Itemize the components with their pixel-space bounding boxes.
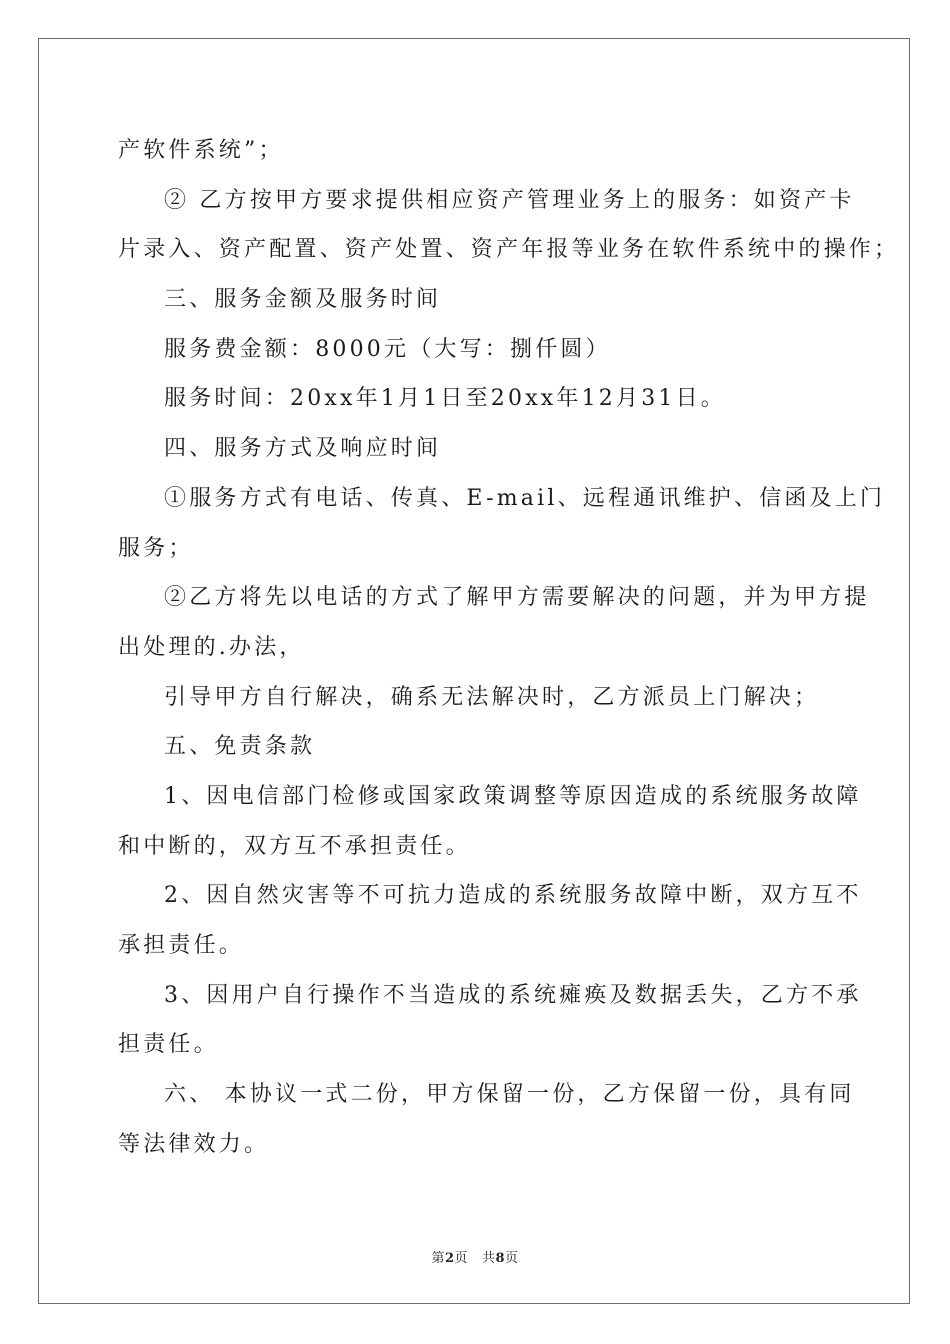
section-heading: 五、免责条款 [164,734,316,760]
text-line: 1、因电信部门检修或国家政策调整等原因造成的系统服务故障 [164,783,862,809]
footer-total-prefix: 共 [481,1251,496,1266]
text-line: 和中断的，双方互不承担责任。 [118,833,471,859]
text-line: 片录入、资产配置、资产处置、资产年报等业务在软件系统中的操作； [118,237,900,263]
text-line: 服务； [118,535,194,561]
text-line: 六、 本协议一式二份，甲方保留一份，乙方保留一份，具有同 [164,1082,855,1108]
text-line: 3、因用户自行操作不当造成的系统瘫痪及数据丢失，乙方不承 [164,982,862,1008]
text-line: 服务时间：20xx年1月1日至20xx年12月31日。 [164,386,727,412]
page-footer [0,1247,950,1266]
section-heading: 三、服务金额及服务时间 [164,287,442,313]
footer-prefix: 第 [431,1251,445,1266]
text-line: ②乙方将先以电话的方式了解甲方需要解决的问题，并为甲方提 [164,585,870,611]
current-page-number: 2 [444,1251,455,1266]
text-line: 引导甲方自行解决，确系无法解决时，乙方派员上门解决； [164,684,820,710]
document-body [118,126,900,1169]
total-pages-number: 8 [495,1251,506,1266]
text-line: 承担责任。 [118,933,245,958]
text-line: 2、因自然灾害等不可抗力造成的系统服务故障中断，双方互不 [164,883,862,909]
footer-page-suffix: 页 [454,1251,469,1266]
text-line: 出处理的.办法， [118,634,305,660]
text-line: ①服务方式有电话、传真、E-mail、远程通讯维护、信函及上门 [164,485,886,511]
text-line: 担责任。 [118,1032,219,1058]
footer-total-suffix: 页 [505,1251,519,1266]
text-line: 等法律效力。 [118,1131,270,1157]
text-line: 服务费金额：8000元（大写：捌仟圆） [164,336,611,362]
section-heading: 四、服务方式及响应时间 [164,436,442,462]
text-line: 产软件系统”； [118,138,284,163]
text-line: ② 乙方按甲方要求提供相应资产管理业务上的服务：如资产卡 [164,187,855,213]
